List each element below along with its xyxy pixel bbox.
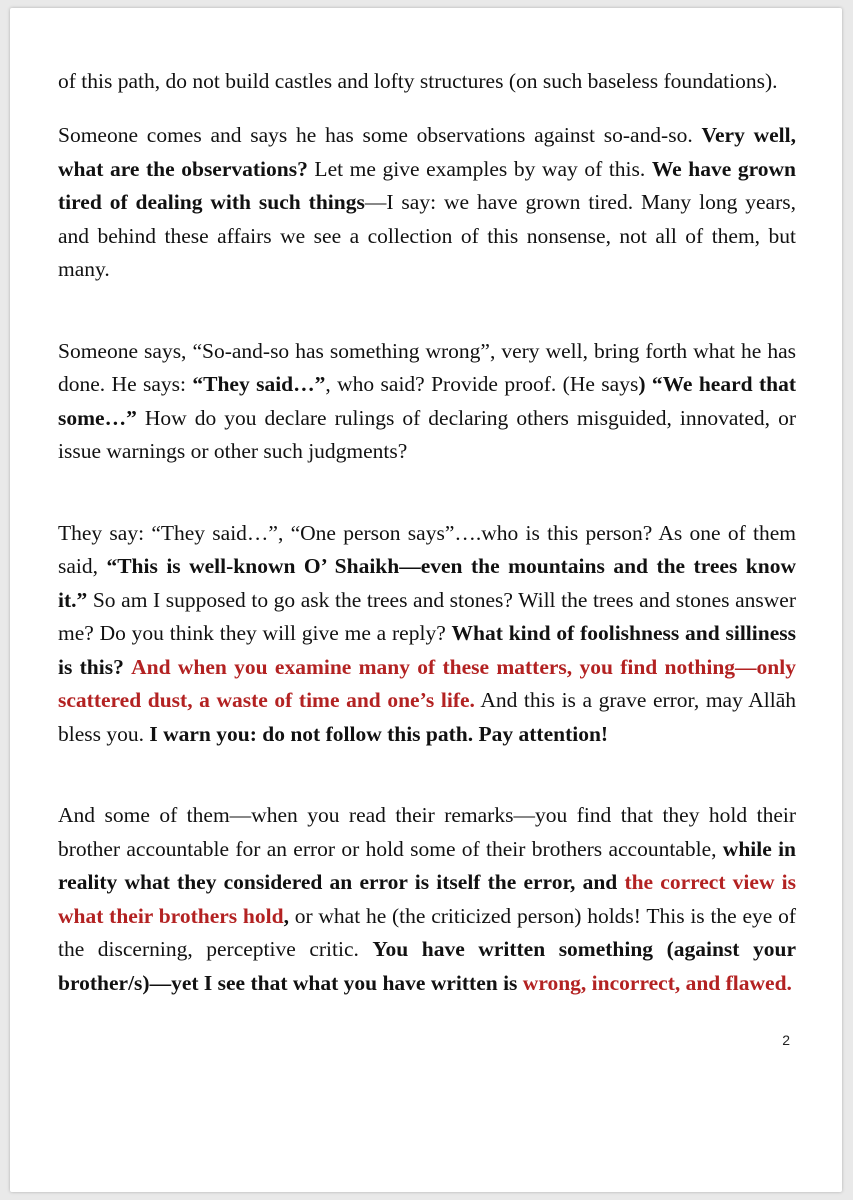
- bold-run: Very well, what are the observations?: [58, 123, 796, 181]
- bold-run: We have grown tired of dealing with such things: [58, 156, 796, 214]
- bold-run: You have written something (against your brother/s)—yet I see that what you have written is: [58, 937, 796, 995]
- text-run: Someone comes and says he has some observations against so-and-so.: [58, 123, 702, 147]
- document-body: [58, 62, 796, 1000]
- paragraph-5: [58, 799, 796, 1000]
- text-run: They say: “They said…”, “One person says”….who is this person? As one of them said,: [58, 520, 796, 578]
- text-run: Someone says, “So-and-so has something wrong”, very well, bring forth what he has done. He says:: [58, 338, 796, 396]
- bold-run: while in reality what they considered an error is itself the error, and: [58, 836, 797, 894]
- bold-run: ,: [283, 903, 289, 928]
- red-emphasis-run: And when you examine many of these matters, you find nothing—only scattered dust, a waste of time and one’s life.: [58, 654, 796, 712]
- paragraph-1: [58, 62, 796, 101]
- text-run: or what he (the criticized person) holds! This is the eye of the discerning, perceptive critic.: [58, 903, 796, 961]
- bold-run: What kind of foolishness and silliness is this?: [58, 621, 796, 679]
- document-page: [10, 8, 842, 1192]
- paragraph-4: [58, 517, 796, 752]
- text-run: , who said? Provide proof. (He says: [325, 372, 639, 396]
- text-run: —I say: we have grown tired. Many long years, and behind these affairs we see a collection of this nonsense, not all of them, but many.: [58, 190, 796, 281]
- paragraph-2: [58, 119, 796, 287]
- text-run: And some of them—when you read their remarks—you find that they hold their brother accountable for an error or hold some of their brothers accountable,: [58, 803, 796, 861]
- paragraph-3: [58, 335, 796, 469]
- bold-run: ) “We heard that some…”: [58, 372, 796, 430]
- red-emphasis-run: wrong, incorrect, and flawed.: [522, 970, 792, 995]
- bold-run: “This is well-known O’ Shaikh—even the mountains and the trees know it.”: [58, 554, 796, 612]
- text-run: of this path, do not build castles and lofty structures (on such baseless foundations).: [58, 69, 778, 93]
- page-number: 2: [782, 1032, 790, 1048]
- text-run: Let me give examples by way of this.: [307, 156, 652, 181]
- bold-run: I warn you: do not follow this path. Pay attention!: [149, 721, 609, 746]
- red-emphasis-run: the correct view is what their brothers hold: [58, 870, 796, 928]
- text-run: How do you declare rulings of declaring others misguided, innovated, or issue warnings or other such judgments?: [58, 405, 796, 463]
- text-run: So am I supposed to go ask the trees and stones? Will the trees and stones answer me? Do you think they will give me a reply?: [58, 587, 796, 645]
- bold-run: “They said…”: [192, 372, 326, 396]
- text-run: And this is a grave error, may Allāh bless you.: [58, 688, 796, 746]
